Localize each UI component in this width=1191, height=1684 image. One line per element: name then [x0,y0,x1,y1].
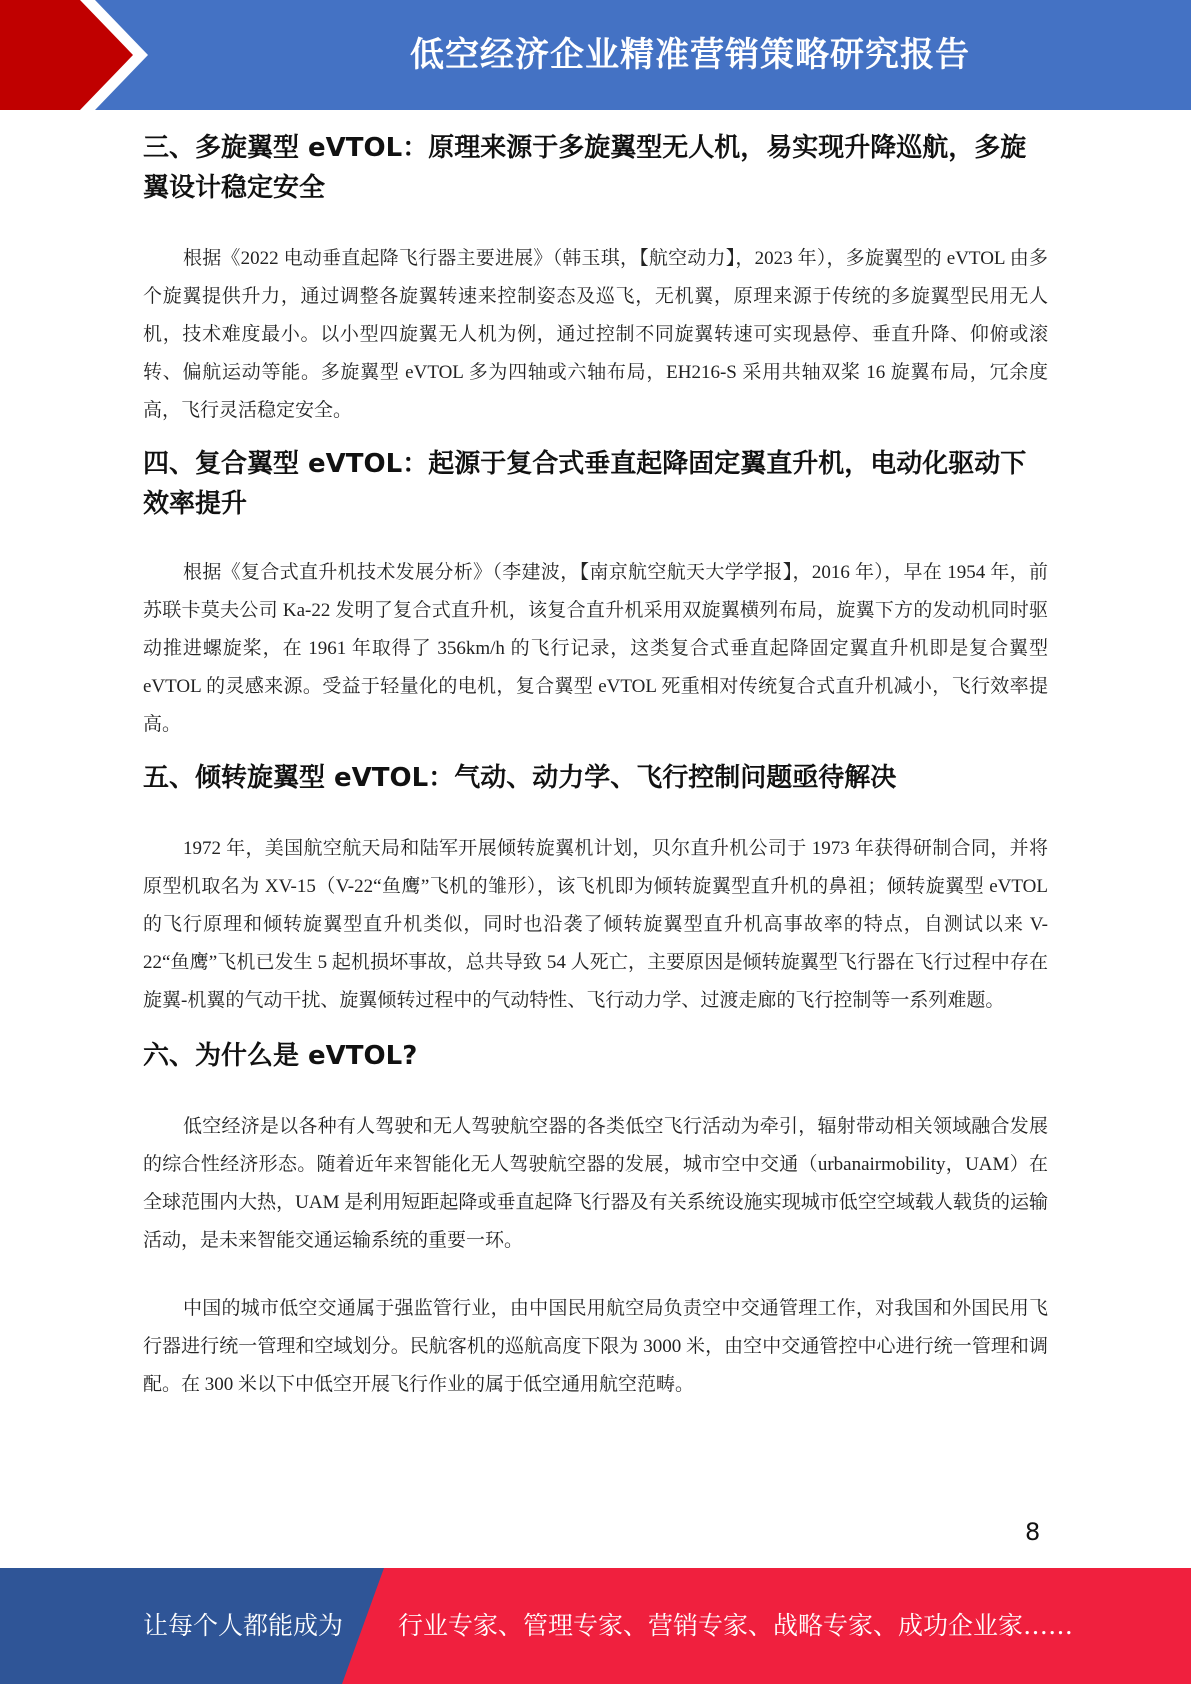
footer-slogan-right: 行业专家、管理专家、营销专家、战略专家、成功企业家…… [398,1611,1074,1640]
footer-slogan-left: 让每个人都能成为 [143,1611,344,1640]
section-paragraph-low-altitude-economy: 低空经济是以各种有人驾驶和无人驾驶航空器的各类低空飞行活动为牵引，辐射带动相关领域融合发展的综合性经济形态。随着近年来智能化无人驾驶航空器的发展，城市空中交通（urbanairmobility，UAM）在全球范围内大热，UAM 是利用短距起降或垂直起降飞行器及有关系统设施实现城市低空空域载人载货的运输活动，是未来智能交通运输系统的重要一环。 [143,1116,1048,1251]
main-content [143,128,1048,1404]
section-paragraph-multirotor: 根据《2022 电动垂直起降飞行器主要进展》（韩玉琪，【航空动力】，2023 年），多旋翼型的 eVTOL 由多个旋翼提供升力，通过调整各旋翼转速来控制姿态及巡飞，无机翼，原理来源于传统的多旋翼型民用无人机，技术难度最小。以小型四旋翼无人机为例，通过控制不同旋翼转速可实现悬停、垂直升降、仰俯或滚转、偏航运动等能。多旋翼型 eVTOL 多为四轴或六轴布局，EH216-S 采用共轴双桨 16 旋翼布局，冗余度高，飞行灵活稳定安全。 [143,248,1048,421]
header-arrow-decoration [0,0,160,110]
section-paragraph-low-altitude-traffic: 中国的城市低空交通属于强监管行业，由中国民用航空局负责空中交通管理工作，对我国和外国民用飞行器进行统一管理和空域划分。民航客机的巡航高度下限为 3000 米，由空中交通管控中心进行统一管理和调配。在 300 米以下中低空开展飞行作业的属于低空通用航空范畴。 [143,1298,1048,1395]
page-number: 8 [1025,1518,1041,1546]
page-footer [0,1568,1191,1684]
page-header [0,0,1191,110]
section-heading-multirotor: 三、多旋翼型 eVTOL：原理来源于多旋翼型无人机，易实现升降巡航，多旋翼设计稳定安全 [143,133,1027,203]
section-heading-why-evtol: 六、为什么是 eVTOL? [143,1041,418,1071]
report-title: 低空经济企业精准营销策略研究报告 [410,35,970,75]
section-heading-compound-wing: 四、复合翼型 eVTOL：起源于复合式垂直起降固定翼直升机，电动化驱动下效率提升 [143,449,1027,519]
section-paragraph-tiltrotor: 1972 年，美国航空航天局和陆军开展倾转旋翼机计划，贝尔直升机公司于 1973 年获得研制合同，并将原型机取名为 XV-15（V-22“鱼鹰”飞机的雏形），该飞机即为倾转旋翼型直升机的鼻祖；倾转旋翼型 eVTOL 的飞行原理和倾转旋翼型直升机类似，同时也沿袭了倾转旋翼型直升机高事故率的特点，自测试以来 V-22“鱼鹰”飞机已发生 5 起机损坏事故，总共导致 54 人死亡，主要原因是倾转旋翼型飞行器在飞行过程中存在旋翼-机翼的气动干扰、旋翼倾转过程中的气动特性、飞行动力学、过渡走廊的飞行控制等一系列难题。 [143,838,1048,1011]
section-paragraph-compound-wing: 根据《复合式直升机技术发展分析》（李建波，【南京航空航天大学学报】，2016 年），早在 1954 年，前苏联卡莫夫公司 Ka-22 发明了复合式直升机，该复合直升机采用双旋翼横列布局，旋翼下方的发动机同时驱动推进螺旋桨，在 1961 年取得了 356km/h 的飞行记录，这类复合式垂直起降固定翼直升机即是复合翼型 eVTOL 的灵感来源。受益于轻量化的电机，复合翼型 eVTOL 死重相对传统复合式直升机减小，飞行效率提高。 [143,562,1048,735]
section-heading-tiltrotor: 五、倾转旋翼型 eVTOL：气动、动力学、飞行控制问题亟待解决 [143,763,897,793]
